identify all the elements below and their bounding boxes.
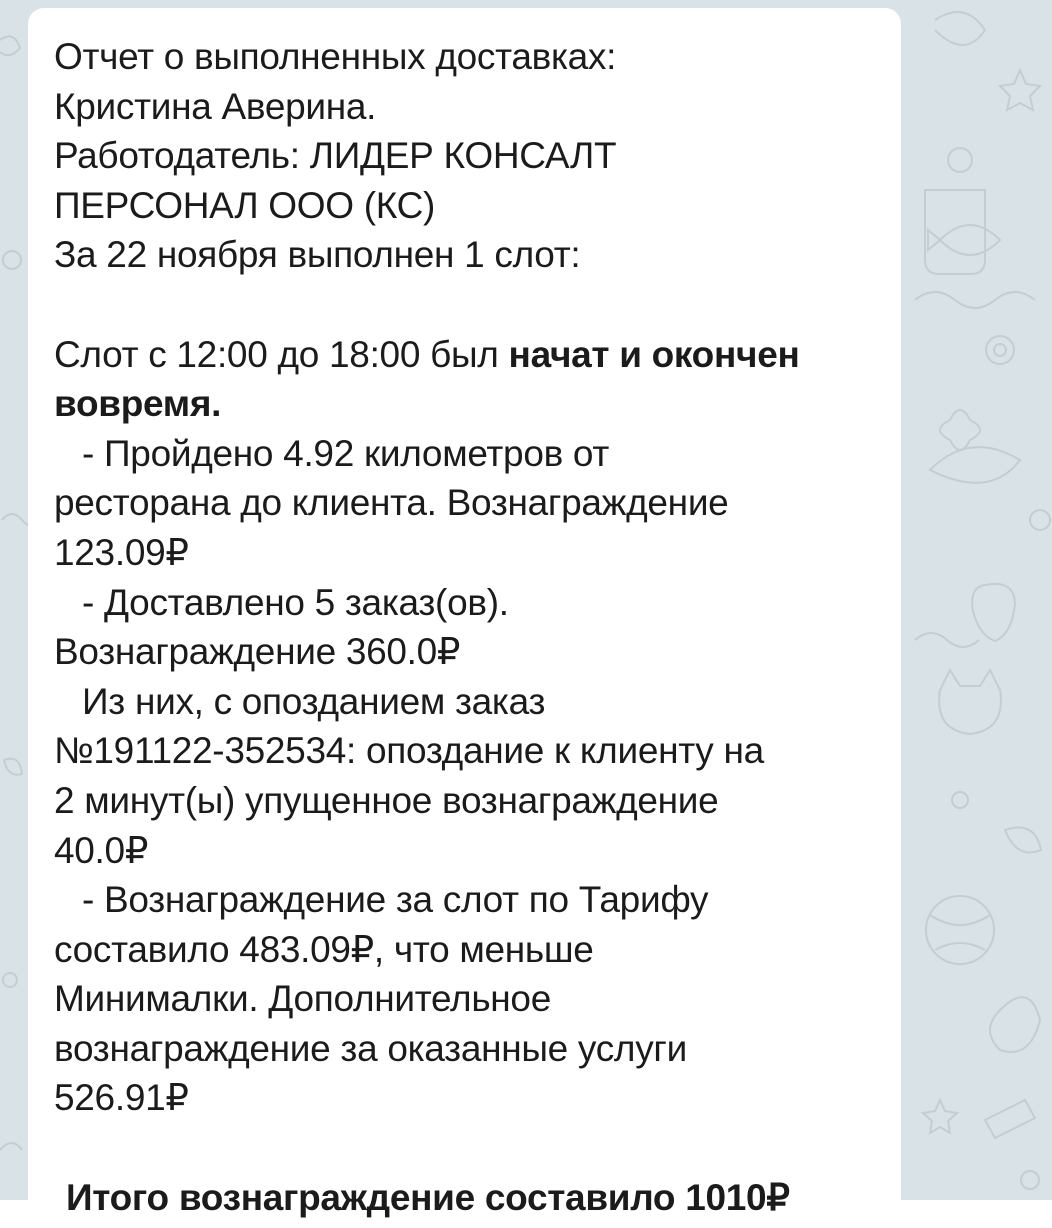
extra-reward-line: вознаграждение за оказанные услуги <box>54 1027 687 1069</box>
tariff-minimum: Минималки. Дополнительное <box>54 978 551 1020</box>
tariff-line: - Вознаграждение за слот по Тарифу <box>82 879 709 921</box>
cat-icon <box>939 670 1001 734</box>
ball-icon <box>926 896 994 964</box>
slot-on-time-text: начат и окончен <box>508 333 800 375</box>
slot-on-time-text-continued: вовремя. <box>54 383 222 425</box>
report-title: Отчет о выполненных доставках: <box>54 36 617 77</box>
bubble-icon <box>952 792 968 808</box>
flower-icon <box>940 410 980 450</box>
bubble-icon <box>3 973 17 987</box>
jar-icon <box>925 190 985 274</box>
telescope-icon <box>985 1100 1035 1138</box>
slot-time-text: Слот с 12:00 до 18:00 был <box>54 333 509 375</box>
bubble-icon <box>3 251 21 269</box>
strawberry-icon <box>972 584 1015 641</box>
balloon-icon <box>990 997 1040 1052</box>
delay-lost-reward: 2 минут(ы) упущенное вознаграждение <box>54 779 719 821</box>
bubble-icon <box>1021 1171 1039 1189</box>
extra-reward-amount: 526.91₽ <box>54 1077 189 1119</box>
leaf-icon <box>0 36 20 55</box>
squiggle-icon <box>0 1143 22 1150</box>
leaf-icon <box>1005 828 1041 853</box>
distance-reward: 123.09₽ <box>54 531 189 573</box>
orders-line: - Доставлено 5 заказ(ов). <box>82 581 509 623</box>
blank-line <box>54 280 877 330</box>
orders-reward: Вознаграждение 360.0₽ <box>54 631 461 673</box>
slot-time-line <box>54 330 877 380</box>
blank-line <box>54 1123 877 1173</box>
employer-line-continued: ПЕРСОНАЛ ООО (КС) <box>54 184 436 226</box>
star-icon <box>1000 70 1040 110</box>
employer-line: Работодатель: ЛИДЕР КОНСАЛТ <box>54 135 617 177</box>
distance-line-continued: ресторана до клиента. Вознаграждение <box>54 482 729 524</box>
delay-lost-amount: 40.0₽ <box>54 829 149 871</box>
star-icon <box>923 1100 957 1133</box>
message-bubble[interactable] <box>28 8 901 1228</box>
swirl-icon <box>935 12 985 45</box>
bubble-icon <box>1030 510 1050 530</box>
wave-icon <box>915 292 1035 308</box>
date-summary: За 22 ноября выполнен 1 слот: <box>54 234 581 276</box>
courier-name: Кристина Аверина. <box>54 85 377 127</box>
delay-order-number: №191122-352534: опоздание к клиенту на <box>54 730 764 772</box>
fish-icon <box>928 225 1000 255</box>
tariff-amount: составило 483.09₽, что меньше <box>54 928 594 970</box>
delay-line: Из них, с опозданием заказ <box>82 680 546 722</box>
spiral-icon <box>986 336 1014 364</box>
total-reward: Итого вознаграждение составило 1010₽ <box>66 1176 790 1218</box>
leaf-icon <box>4 759 22 775</box>
distance-line: - Пройдено 4.92 километров от <box>82 432 610 474</box>
fish-icon <box>930 447 1020 483</box>
squiggle-icon <box>915 633 979 647</box>
bubble-icon <box>948 148 972 172</box>
